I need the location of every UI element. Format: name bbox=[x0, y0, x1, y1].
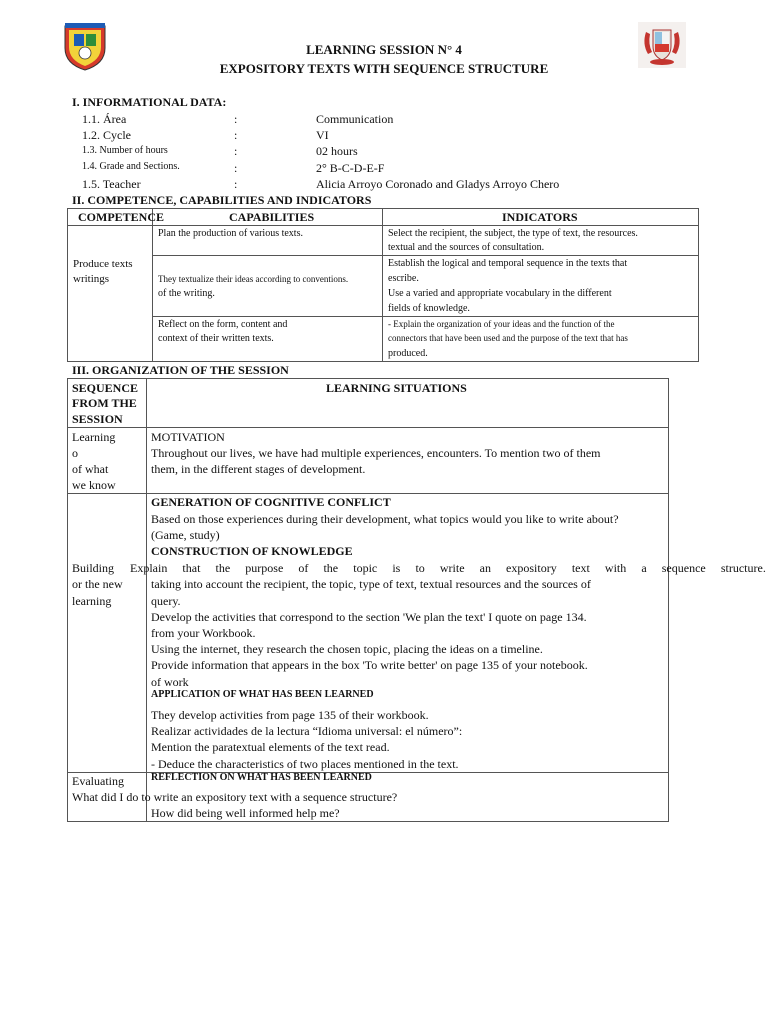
col-sequence-header: SESSION bbox=[72, 412, 123, 426]
motivation-text: Throughout our lives, we have had multiple experiences, encounters. To mention two of them bbox=[151, 446, 601, 460]
competence-line: Produce texts bbox=[73, 258, 133, 270]
knowledge-text: taking into account the recipient, the topic, type of text, textual resources and the sources of bbox=[151, 577, 591, 591]
info-area-label: 1.1. Área bbox=[82, 112, 127, 126]
indicator-text: produced. bbox=[388, 348, 428, 359]
section3-heading: III. ORGANIZATION OF THE SESSION bbox=[72, 363, 289, 377]
cognitive-conflict-heading: GENERATION OF COGNITIVE CONFLICT bbox=[151, 495, 391, 509]
row2-stage: learning bbox=[72, 594, 112, 608]
session-title: LEARNING SESSION N° 4 bbox=[306, 42, 462, 57]
knowledge-heading: CONSTRUCTION OF KNOWLEDGE bbox=[151, 544, 353, 558]
capability-text: context of their written texts. bbox=[158, 333, 274, 344]
info-area-value: Communication bbox=[316, 112, 394, 126]
indicator-text: escribe. bbox=[388, 273, 419, 284]
justified-word: the bbox=[215, 561, 231, 575]
info-cycle-label: 1.2. Cycle bbox=[82, 128, 131, 142]
info-separator: : bbox=[234, 161, 238, 175]
knowledge-text: query. bbox=[151, 594, 181, 608]
justified-word: with bbox=[604, 561, 627, 575]
section1-heading: I. INFORMATIONAL DATA: bbox=[72, 95, 227, 109]
justified-word: structure. bbox=[720, 561, 766, 575]
session-subtitle: EXPOSITORY TEXTS WITH SEQUENCE STRUCTURE bbox=[219, 61, 549, 76]
row2-stage: or the new bbox=[72, 577, 123, 591]
knowledge-text: Using the internet, they research the chosen topic, placing the ideas on a timeline. bbox=[151, 642, 543, 656]
info-cycle-value: VI bbox=[316, 128, 329, 142]
indicator-text: Select the recipient, the subject, the type of text, the resources. bbox=[388, 228, 638, 239]
indicator-text: connectors that have been used and the purpose of the text that has bbox=[388, 333, 628, 343]
row3-stage: Evaluating bbox=[72, 774, 124, 788]
capability-text: They textualize their ideas according to conventions. bbox=[158, 274, 349, 284]
conflict-text: (Game, study) bbox=[151, 528, 220, 542]
knowledge-justified-line bbox=[130, 560, 766, 576]
justified-word: to bbox=[415, 561, 425, 575]
row1-stage: Learning bbox=[72, 430, 116, 444]
info-grade-value: 2° B-C-D-E-F bbox=[316, 161, 385, 175]
justified-word: sequence bbox=[661, 561, 706, 575]
justified-word: purpose bbox=[245, 561, 284, 575]
col-indicators-header: INDICATORS bbox=[502, 210, 578, 224]
application-text: They develop activities from page 135 of their workbook. bbox=[151, 708, 429, 722]
knowledge-text: Develop the activities that correspond to the section 'We plan the text' I quote on page 134. bbox=[151, 610, 587, 624]
justified-word: of bbox=[298, 561, 309, 575]
indicator-text: fields of knowledge. bbox=[388, 303, 470, 314]
conflict-text: Based on those experiences during their development, what topics would you like to write about? bbox=[151, 512, 619, 526]
justified-word: a bbox=[641, 561, 647, 575]
capability-text: Reflect on the form, content and bbox=[158, 319, 288, 330]
row1-stage: o bbox=[72, 446, 78, 460]
col-capabilities-header: CAPABILITIES bbox=[229, 210, 315, 224]
row1-stage: of what bbox=[72, 462, 109, 476]
col-situations-header: LEARNING SITUATIONS bbox=[326, 381, 467, 395]
info-grade-label: 1.4. Grade and Sections. bbox=[82, 161, 180, 172]
justified-word: topic bbox=[353, 561, 378, 575]
knowledge-text: of work bbox=[151, 675, 189, 689]
col-sequence-header: SEQUENCE bbox=[72, 381, 139, 395]
justified-word: an bbox=[479, 561, 491, 575]
competence-line: writings bbox=[73, 273, 110, 285]
justified-word: Explain bbox=[130, 561, 168, 575]
justified-word: that bbox=[182, 561, 201, 575]
info-separator: : bbox=[234, 144, 238, 158]
justified-word: text bbox=[571, 561, 590, 575]
capability-text: Plan the production of various texts. bbox=[158, 228, 303, 239]
section2-heading: II. COMPETENCE, CAPABILITIES AND INDICATORS bbox=[72, 193, 372, 207]
info-teacher-value: Alicia Arroyo Coronado and Gladys Arroyo Chero bbox=[316, 177, 560, 191]
col-competence-header: COMPETENCE bbox=[78, 210, 165, 224]
justified-word: the bbox=[323, 561, 339, 575]
motivation-text: them, in the different stages of development. bbox=[151, 462, 366, 476]
info-separator: : bbox=[234, 112, 238, 126]
indicator-text: Establish the logical and temporal sequence in the texts that bbox=[388, 258, 628, 269]
info-hours-value: 02 hours bbox=[316, 144, 358, 158]
info-hours-label: 1.3. Number of hours bbox=[82, 145, 168, 156]
info-separator: : bbox=[234, 128, 238, 142]
info-teacher-label: 1.5. Teacher bbox=[82, 177, 141, 191]
justified-word: write bbox=[439, 561, 465, 575]
application-text: - Deduce the characteristics of two places mentioned in the text. bbox=[151, 757, 459, 771]
knowledge-text: Provide information that appears in the box 'To write better' on page 135 of your notebook. bbox=[151, 658, 588, 672]
application-text: Realizar actividades de la lectura “Idioma universal: el número”: bbox=[151, 724, 463, 738]
reflection-question: How did being well informed help me? bbox=[151, 806, 340, 820]
col-sequence-header: FROM THE bbox=[72, 396, 137, 410]
reflection-question: What did I do to write an expository text with a sequence structure? bbox=[72, 790, 398, 804]
indicator-text: - Explain the organization of your ideas and the function of the bbox=[388, 319, 615, 329]
row2-stage: Building bbox=[72, 561, 115, 575]
info-separator: : bbox=[234, 177, 238, 191]
knowledge-text: from your Workbook. bbox=[151, 626, 256, 640]
indicator-text: textual and the sources of consultation. bbox=[388, 242, 545, 253]
indicator-text: Use a varied and appropriate vocabulary in the different bbox=[388, 288, 612, 299]
justified-word: expository bbox=[506, 561, 557, 575]
justified-word: is bbox=[392, 561, 401, 575]
application-text: Mention the paratextual elements of the text read. bbox=[151, 740, 390, 754]
row1-stage: we know bbox=[72, 478, 116, 492]
capability-text: of the writing. bbox=[158, 288, 215, 299]
application-heading: APPLICATION OF WHAT HAS BEEN LEARNED bbox=[151, 689, 374, 700]
reflection-heading: REFLECTION ON WHAT HAS BEEN LEARNED bbox=[151, 772, 372, 783]
motivation-title: MOTIVATION bbox=[151, 430, 225, 444]
